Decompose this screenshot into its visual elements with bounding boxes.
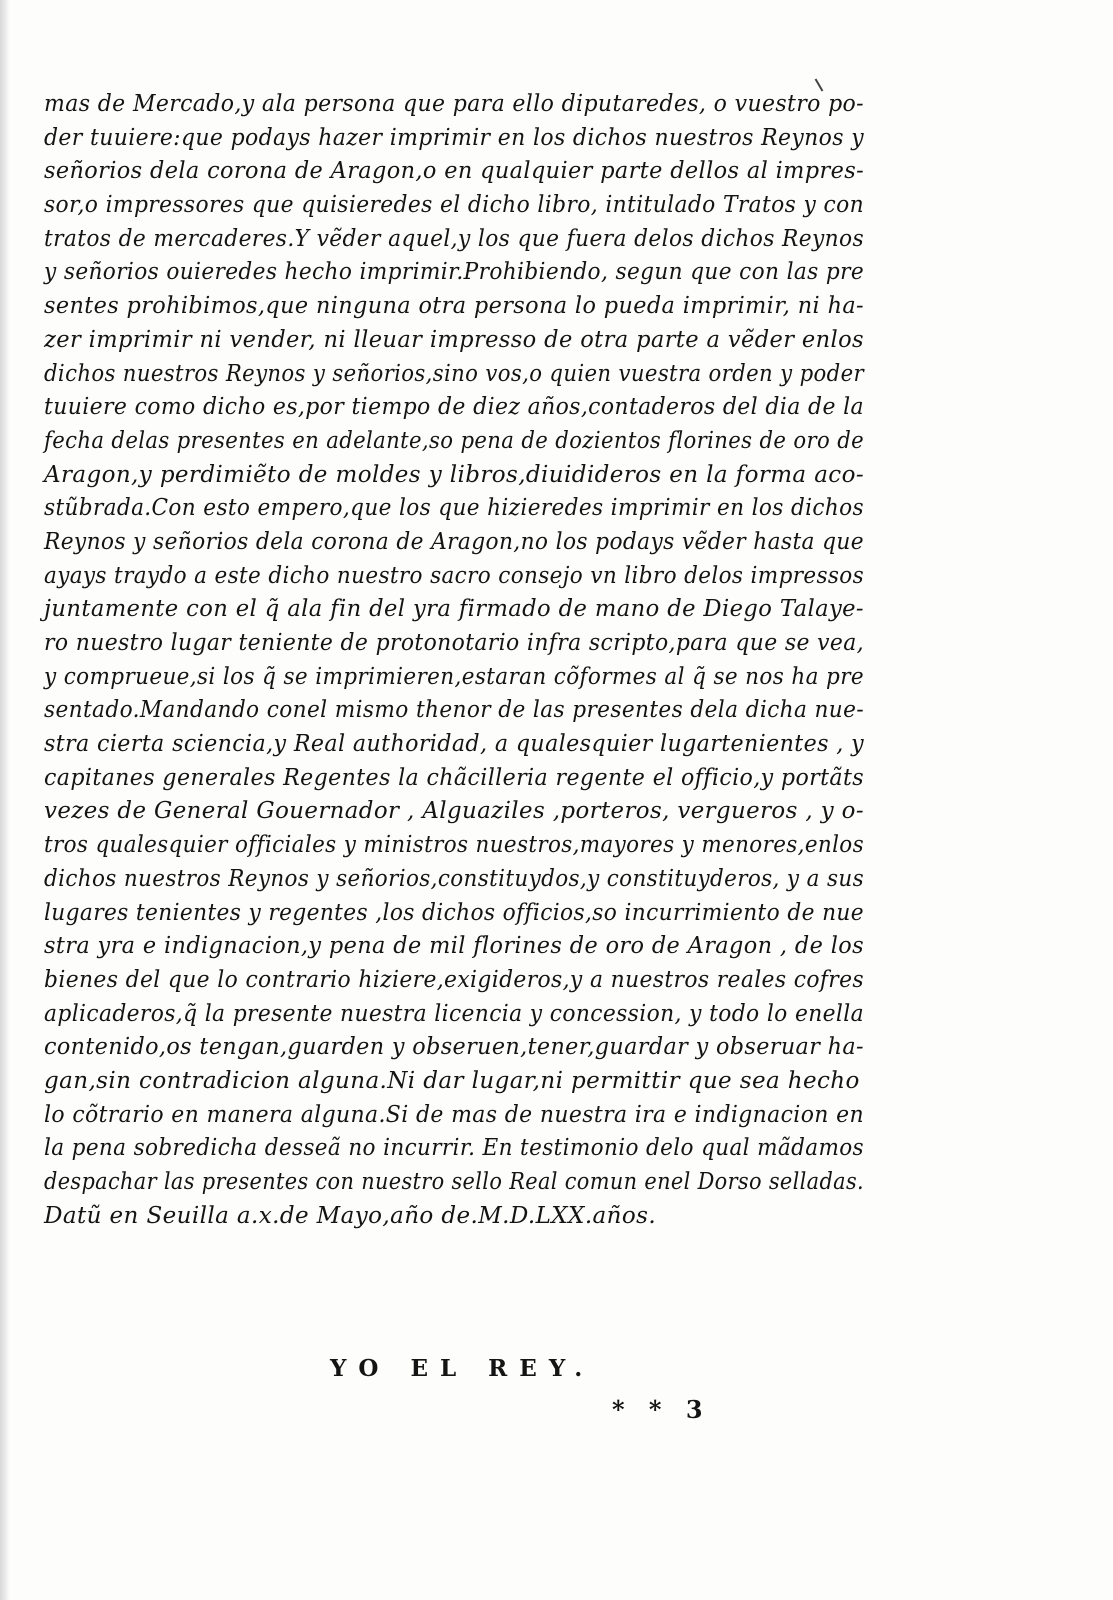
text-line: la pena sobredicha desseã no incurrir. En testimonio delo qual mãdamos xyxy=(44,1135,864,1162)
text-line: sentes prohibimos,que ninguna otra persona lo pueda imprimir, ni ha- xyxy=(44,293,865,320)
text-line: aplicaderos,q̃ la presente nuestra licencia y concession, y todo lo enella xyxy=(44,1000,864,1027)
royal-signature: YO EL REY. xyxy=(330,1355,595,1382)
text-line: señorios dela corona de Aragon,o en qualquier parte dellos al impres- xyxy=(44,158,865,185)
document-body xyxy=(44,88,864,1233)
text-line: capitanes generales Regentes la chãcilleria regente el officio,y portãts xyxy=(44,764,864,791)
text-line: ayays traydo a este dicho nuestro sacro consejo vn libro delos impressos xyxy=(44,562,865,589)
text-line: fecha delas presentes en adelante,so pena de dozientos florines de oro de xyxy=(44,427,865,454)
text-line: stra yra e indignacion,y pena de mil florines de oro de Aragon , de los xyxy=(44,933,864,960)
text-line: bienes del que lo contrario hiziere,exigideros,y a nuestros reales cofres xyxy=(44,966,864,993)
text-line: sor,o impressores que quisieredes el dicho libro, intitulado Tratos y con xyxy=(44,192,865,219)
text-line: ro nuestro lugar teniente de protonotario infra scripto,para que se vea, xyxy=(44,630,865,656)
text-line: juntamente con el q̃ ala fin del yra firmado de mano de Diego Talaye- xyxy=(44,596,864,623)
text-line: zer imprimir ni vender, ni lleuar impresso de otra parte a vẽder enlos xyxy=(44,326,864,353)
text-line: Aragon,y perdimiẽto de moldes y libros,diuidideros en la forma aco- xyxy=(44,461,864,488)
signature-mark: * * 3 xyxy=(612,1395,711,1424)
text-line: sentado.Mandando conel mismo thenor de las presentes dela dicha nue- xyxy=(44,697,865,724)
text-line: despachar las presentes con nuestro sello Real comun enel Dorso selladas. xyxy=(44,1169,865,1195)
text-line: tuuiere como dicho es,por tiempo de diez años,contaderos del dia de la xyxy=(44,394,865,421)
text-line: lugares tenientes y regentes ,los dichos officios,so incurrimiento de nue xyxy=(44,899,864,926)
text-line: stra cierta sciencia,y Real authoridad, a qualesquier lugartenientes , y xyxy=(44,731,865,758)
text-line: y señorios ouieredes hecho imprimir.Prohibiendo, segun que con las pre xyxy=(44,259,865,286)
text-line: tratos de mercaderes.Y vẽder aquel,y los que fuera delos dichos Reynos xyxy=(44,225,865,252)
text-line: Reynos y señorios dela corona de Aragon,no los podays vẽder hasta que xyxy=(44,528,864,555)
text-line: der tuuiere:que podays hazer imprimir en los dichos nuestros Reynos y xyxy=(44,124,865,151)
text-line: dichos nuestros Reynos y señorios,constituydos,y constituyderos, y a sus xyxy=(44,865,864,892)
text-line: lo cõtrario en manera alguna.Si de mas de nuestra ira e indignacion en xyxy=(44,1101,865,1128)
text-line: dichos nuestros Reynos y señorios,sino vos,o quien vuestra orden y poder xyxy=(44,360,864,387)
text-line: vezes de General Gouernador , Alguaziles ,porteros, vergueros , y o- xyxy=(44,798,864,825)
text-line: gan,sin contradicion alguna.Ni dar lugar,ni permittir que sea hecho xyxy=(44,1067,860,1094)
text-line: stũbrada.Con esto empero,que los que hizieredes imprimir en los dichos xyxy=(44,495,864,522)
page-edge-shadow xyxy=(0,0,10,1600)
text-line: Datũ en Seuilla a.x.de Mayo,año de.M.D.LXX.años. xyxy=(44,1202,657,1229)
text-line: mas de Mercado,y ala persona que para ello diputaredes, o vuestro po- xyxy=(44,91,864,117)
text-line: contenido,os tengan,guarden y obseruen,tener,guardar y obseruar ha- xyxy=(44,1034,864,1061)
text-line: tros qualesquier officiales y ministros nuestros,mayores y menores,enlos xyxy=(44,832,864,859)
text-line: y comprueue,si los q̃ se imprimieren,estaran cõformes al q̃ se nos ha pre xyxy=(44,663,864,690)
